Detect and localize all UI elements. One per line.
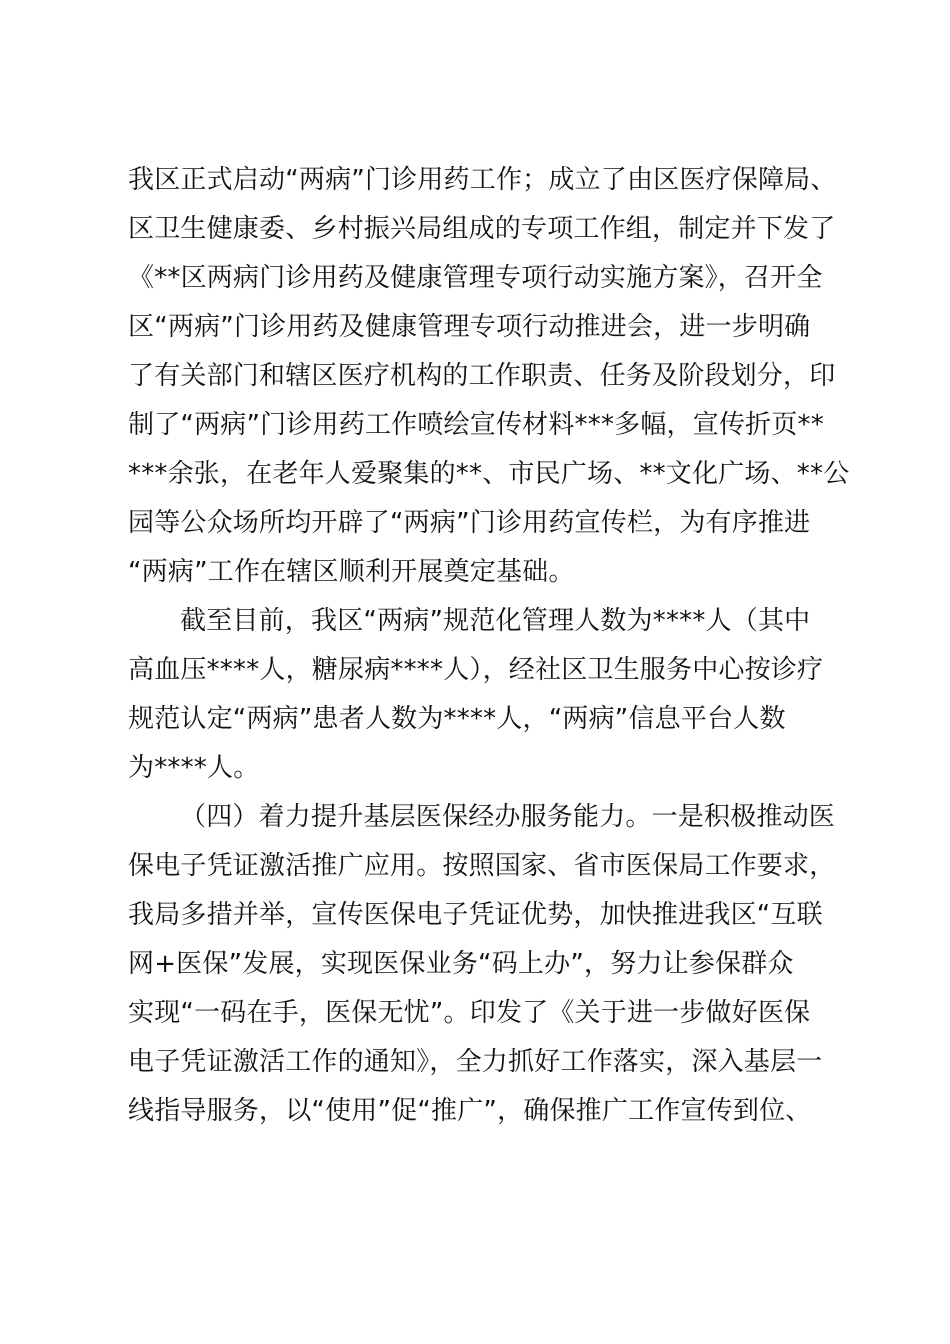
- text-line: 实现“一码在手，医保无忧”。印发了《关于进一步做好医保: [128, 998, 811, 1028]
- paragraph-first-line: （四）着力提升基层医保经办服务能力。一是积极推动医: [180, 802, 836, 832]
- text-line: ***余张，在老年人爱聚集的**、市民广场、**文化广场、**公: [128, 459, 850, 489]
- text-line: 《**区两病门诊用药及健康管理专项行动实施方案》，召开全: [128, 263, 823, 293]
- text-line: 线指导服务，以“使用”促“推广”，确保推广工作宣传到位、: [128, 1096, 812, 1126]
- text-line: 了有关部门和辖区医疗机构的工作职责、任务及阶段划分，印: [128, 361, 836, 391]
- text-line: 为****人。: [128, 753, 260, 783]
- body-text: [128, 156, 850, 1136]
- text-line: 制了“两病”门诊用药工作喷绘宣传材料***多幅，宣传折页**: [128, 410, 824, 440]
- text-line: 高血压****人，糖尿病****人），经社区卫生服务中心按诊疗: [128, 655, 824, 685]
- text-line: 规范认定“两病”患者人数为****人，“两病”信息平台人数: [128, 704, 786, 734]
- text-line: 园等公众场所均开辟了“两病”门诊用药宣传栏，为有序推进: [128, 508, 811, 538]
- text-line: 区卫生健康委、乡村振兴局组成的专项工作组，制定并下发了: [128, 214, 836, 244]
- text-line: 电子凭证激活工作的通知》，全力抓好工作落实，深入基层一: [128, 1047, 823, 1077]
- text-line: 网+医保”发展，实现医保业务“码上办”，努力让参保群众: [128, 949, 794, 979]
- text-line: 保电子凭证激活推广应用。按照国家、省市医保局工作要求，: [128, 851, 836, 881]
- text-line: “两病”工作在辖区顺利开展奠定基础。: [128, 557, 575, 587]
- text-line: 我局多措并举，宣传医保电子凭证优势，加快推进我区“互联: [128, 900, 823, 930]
- text-line: 区“两病”门诊用药及健康管理专项行动推进会，进一步明确: [128, 312, 811, 342]
- paragraph-first-line: 截至目前，我区“两病”规范化管理人数为****人（其中: [180, 606, 811, 636]
- text-line: 我区正式启动“两病”门诊用药工作；成立了由区医疗保障局、: [128, 165, 837, 195]
